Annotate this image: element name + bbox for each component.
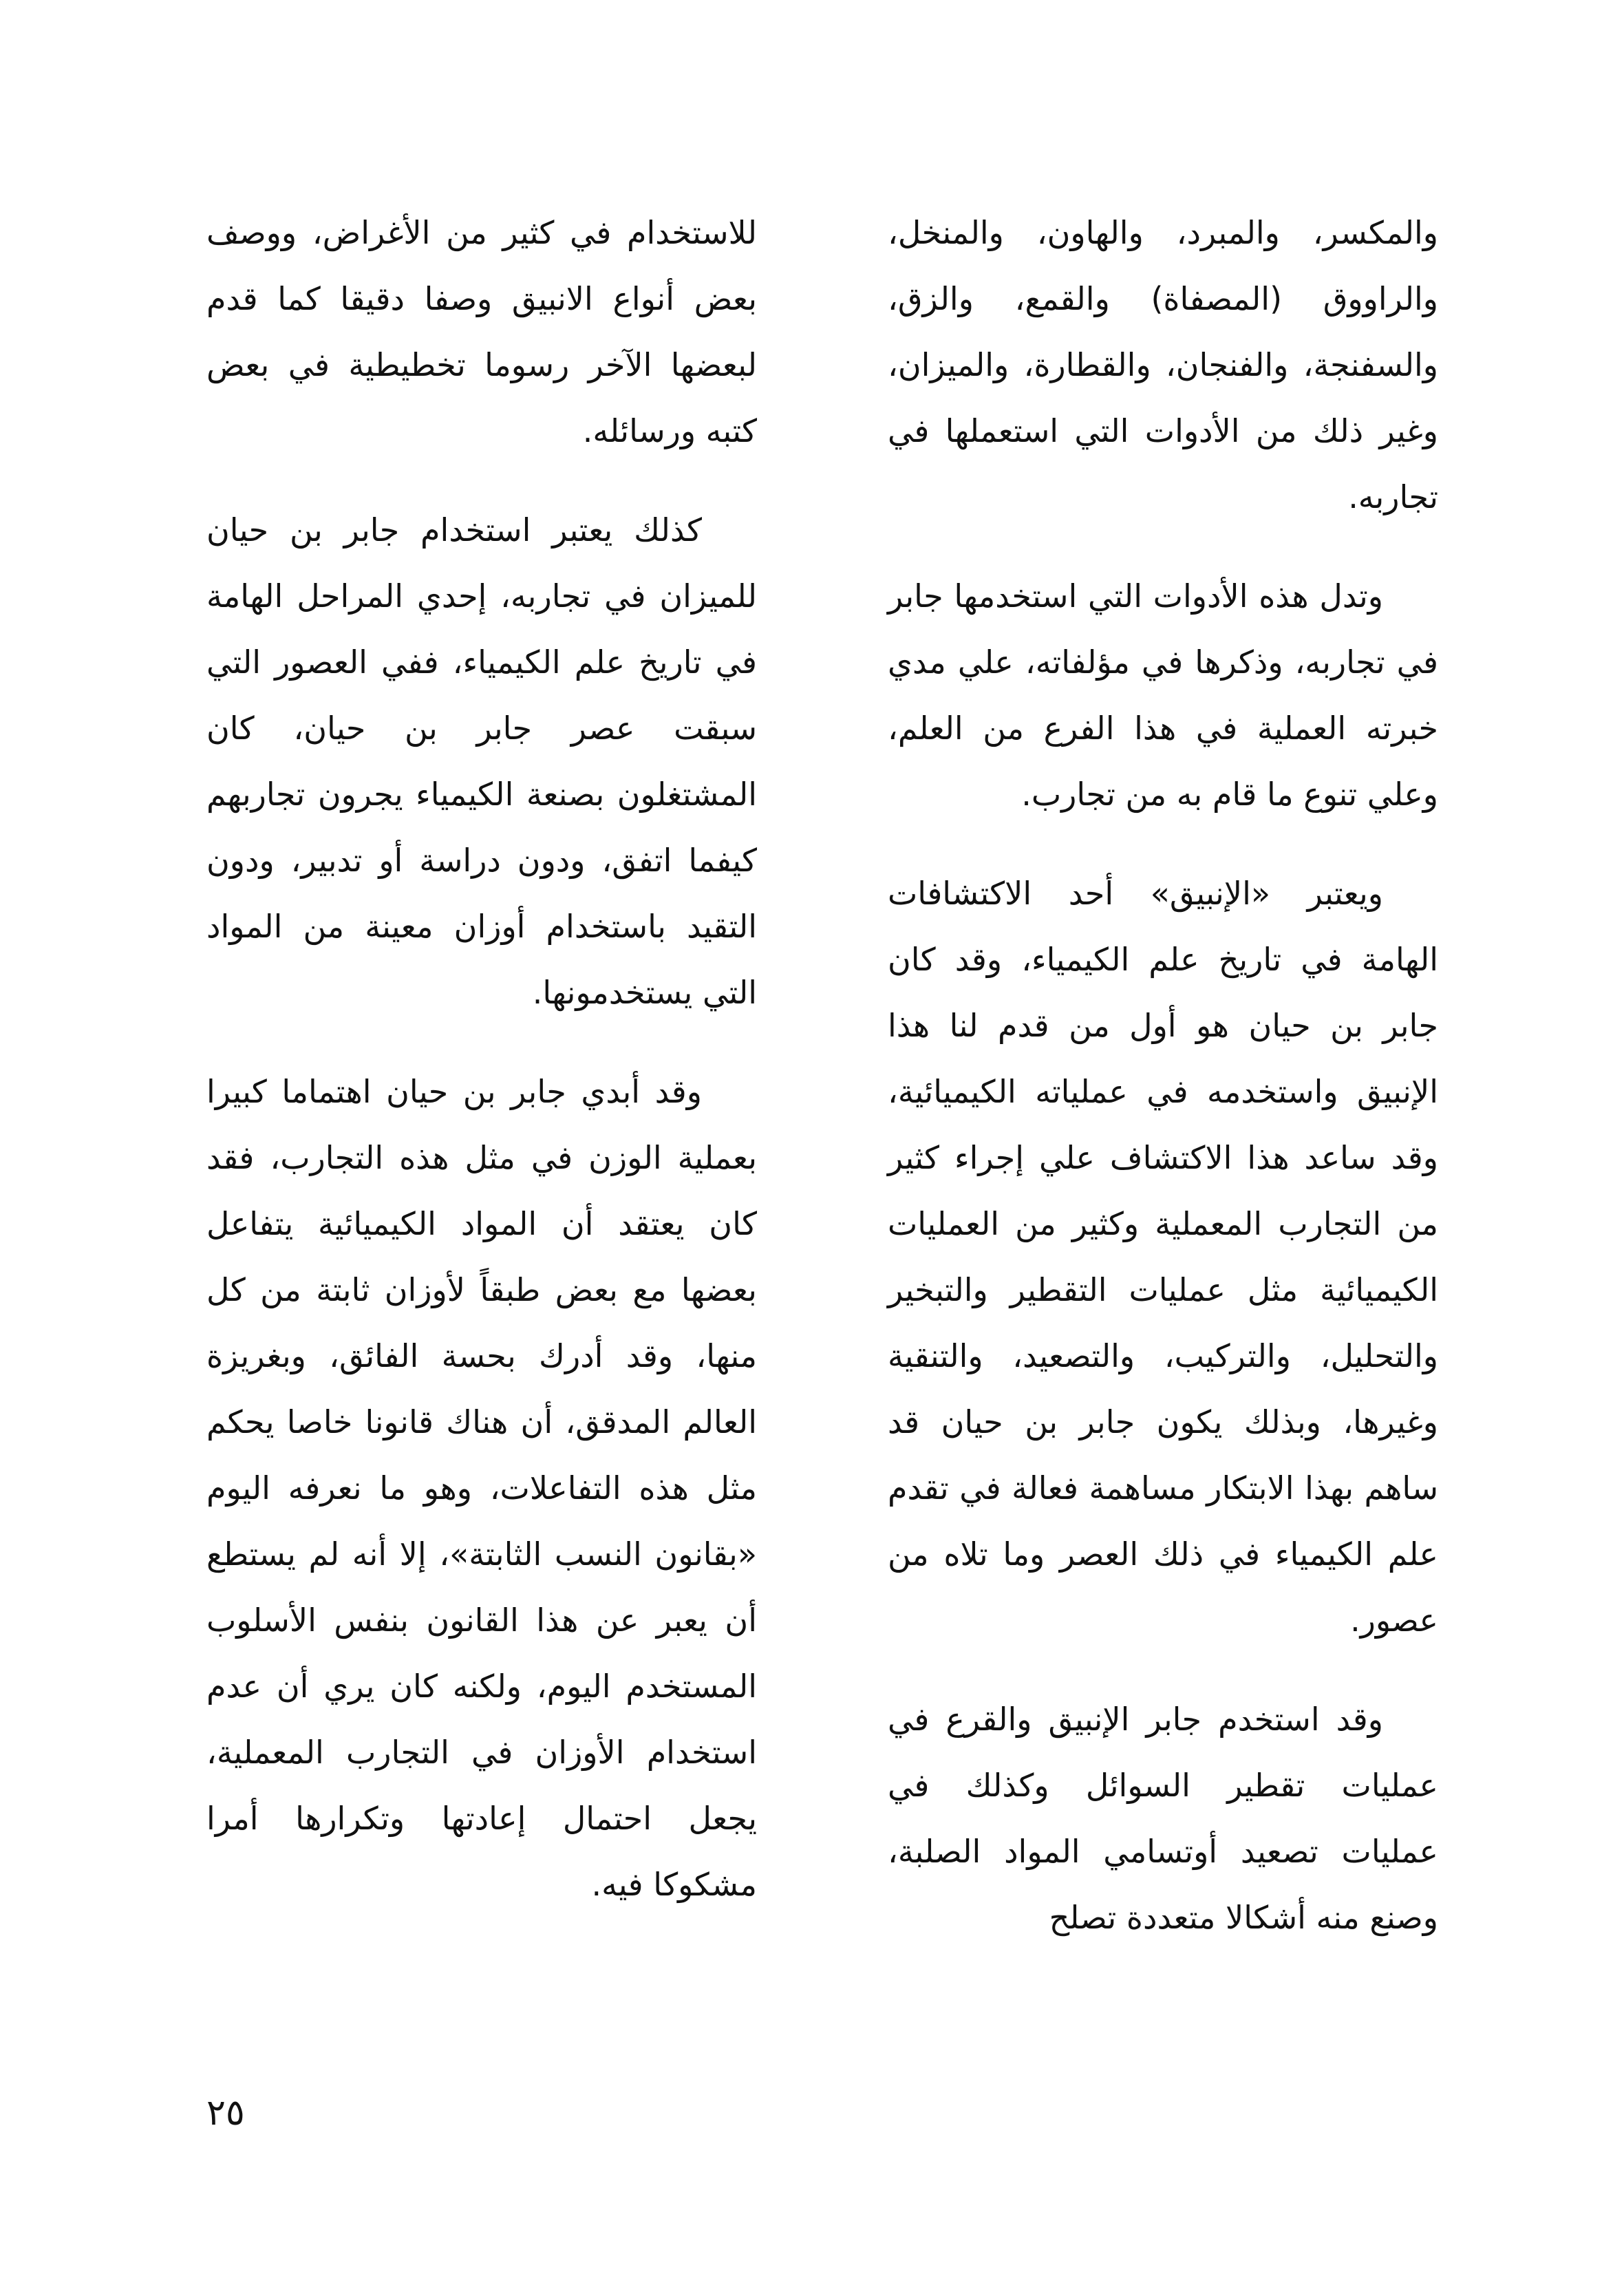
right-paragraph-3: ويعتبر «الإنبيق» أحد الاكتشافات الهامة في تاريخ علم الكيمياء، وقد كان جابر بن حيان هو أول من قدم لنا هذا الإنبيق واستخدمه في عملياته الكيميائية، وقد ساعد هذا الاكتشاف علي إجراء كثير من التجارب المعملية وكثير من العمليات الكيميائية مثل عمليات التقطير والتبخير والتحليل، والتركيب، والتصعيد، والتنقية وغيرها، وبذلك يكون جابر بن حيان قد ساهم بهذا الابتكار مساهمة فعالة في تقدم علم الكيمياء في ذلك العصر وما تلاه من عصور. (888, 875, 1438, 1639)
left-paragraph-2: كذلك يعتبر استخدام جابر بن حيان للميزان في تجاربه، إحدي المراحل الهامة في تاريخ علم الكيمياء، ففي العصور التي سبقت عصر جابر بن حيان، كان المشتغلون بصنعة الكيمياء يجرون تجاربهم كيفما اتفق، ودون دراسة أو تدبير، ودون التقيد باستخدام أوزان معينة من المواد التي يستخدمونها. (206, 511, 757, 1011)
left-paragraph-1: للاستخدام في كثير من الأغراض، ووصف بعض أنواع الانبيق وصفا دقيقا كما قدم لبعضها الآخر رسوما تخطيطية في بعض كتبه ورسائله. (206, 214, 757, 449)
left-column (206, 200, 757, 1951)
right-paragraph-2: وتدل هذه الأدوات التي استخدمها جابر في تجاربه، وذكرها في مؤلفاته، علي مدي خبرته العملية في هذا الفرع من العلم، وعلي تنوع ما قام به من تجارب. (888, 577, 1438, 813)
right-column (888, 200, 1438, 1984)
right-paragraph-4: وقد استخدم جابر الإنبيق والقرع في عمليات تقطير السوائل وكذلك في عمليات تصعيد أوتسامي المواد الصلبة، وصنع منه أشكالا متعددة تصلح (888, 1701, 1438, 1936)
page-number: ٢٥ (206, 2092, 245, 2134)
left-paragraph-3: وقد أبدي جابر بن حيان اهتماما كبيرا بعملية الوزن في مثل هذه التجارب، فقد كان يعتقد أن المواد الكيميائية يتفاعل بعضها مع بعض طبقاً لأوزان ثابتة من كل منها، وقد أدرك بحسة الفائق، وبغريزة العالم المدقق، أن هناك قانونا خاصا يحكم مثل هذه التفاعلات، وهو ما نعرفه اليوم «بقانون النسب الثابتة»، إلا أنه لم يستطع أن يعبر عن هذا القانون بنفس الأسلوب المستخدم اليوم، ولكنه كان يري أن عدم استخدام الأوزان في التجارب المعملية، يجعل احتمال إعادتها وتكرارها أمرا مشكوكا فيه. (206, 1073, 757, 1903)
right-paragraph-1: والمكسر، والمبرد، والهاون، والمنخل، والراووق (المصفاة) والقمع، والزق، والسفنجة، والفنجان، والقطارة، والميزان، وغير ذلك من الأدوات التي استعملها في تجاربه. (888, 214, 1438, 516)
